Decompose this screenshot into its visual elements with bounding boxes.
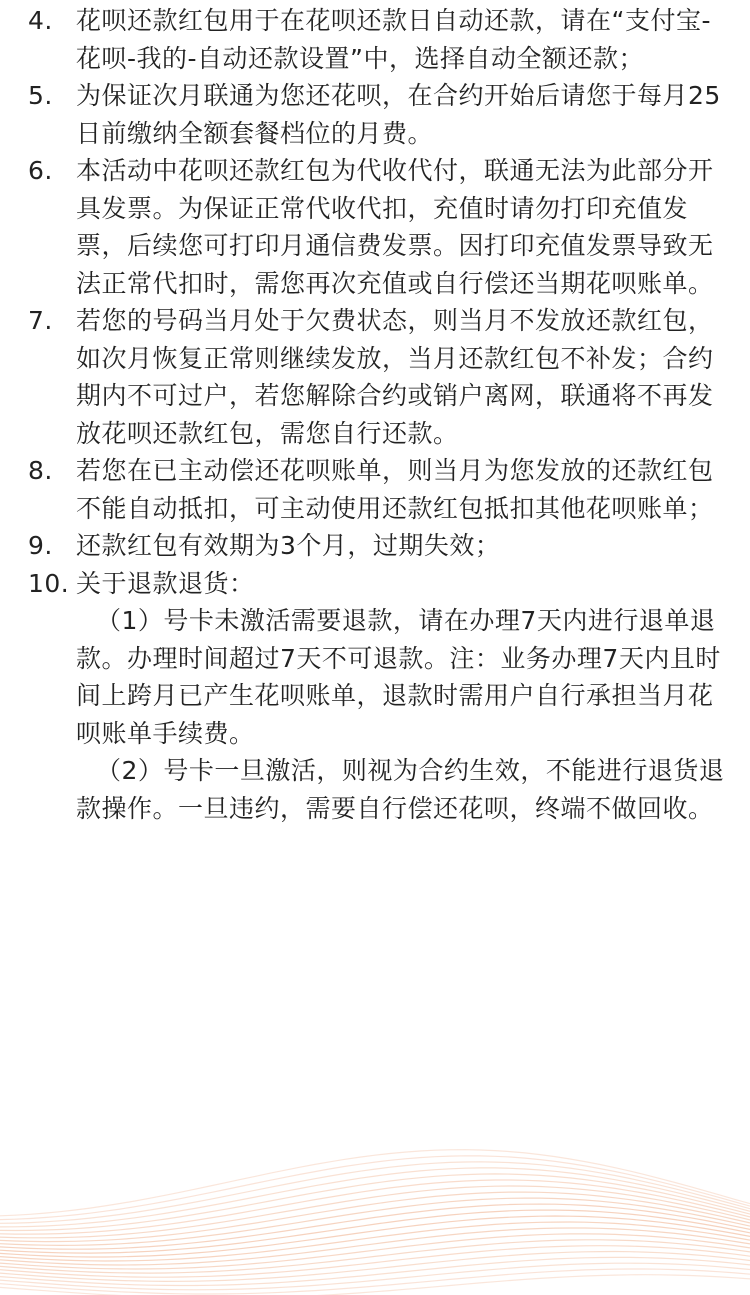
item-number: 8. xyxy=(28,456,53,485)
list-item xyxy=(28,77,728,152)
item-number: 6. xyxy=(28,156,53,185)
list-item xyxy=(28,152,728,302)
item-text: 若您的号码当月处于欠费状态，则当月不发放还款红包，如次月恢复正常则继续发放，当月还款红包不补发；合约期内不可过户，若您解除合约或销户离网，联通将不再发放花呗还款红包，需您自行还款。 xyxy=(76,306,714,448)
terms-list xyxy=(28,2,728,827)
item-number: 7. xyxy=(28,306,53,335)
list-item xyxy=(28,302,728,452)
item-number: 4. xyxy=(28,6,53,35)
item-text: 还款红包有效期为3个月，过期失效； xyxy=(76,531,501,560)
refund-sub-item: （2）号卡一旦激活，则视为合约生效，不能进行退货退款操作。一旦违约，需要自行偿还花呗，终端不做回收。 xyxy=(76,756,725,823)
item-number: 9. xyxy=(28,531,53,560)
list-item xyxy=(28,452,728,527)
list-item xyxy=(28,565,728,603)
wave-line xyxy=(0,1222,750,1261)
wave-line xyxy=(0,1216,750,1257)
decorative-wave xyxy=(0,1105,750,1295)
list-item xyxy=(28,527,728,565)
refund-sub-item: （1）号卡未激活需要退款，请在办理7天内进行退单退款。办理时间超过7天不可退款。注：业务办理7天内且时间上跨月已产生花呗账单，退款时需用户自行承担当月花呗账单手续费。 xyxy=(76,606,721,748)
wave-line xyxy=(0,1174,750,1231)
item-number: 10. xyxy=(28,568,70,598)
item-text: 为保证次月联通为您还花呗，在合约开始后请您于每月25日前缴纳全额套餐档位的月费。 xyxy=(76,81,721,148)
item-text: 花呗还款红包用于在花呗还款日自动还款，请在“支付宝-花呗-我的-自动还款设置”中，选择自动全额还款； xyxy=(76,6,711,73)
item-text: 关于退款退货： xyxy=(76,568,255,598)
wave-line xyxy=(0,1257,750,1285)
item-text: 若您在已主动偿还花呗账单，则当月为您发放的还款红包不能自动抵扣，可主动使用还款红包抵扣其他花呗账单； xyxy=(76,456,714,523)
item-text: 本活动中花呗还款红包为代收代付，联通无法为此部分开具发票。为保证正常代收代扣，充值时请勿打印充值发票，后续您可打印月通信费发票。因打印充值发票导致无法正常代扣时，需您再次充值或自行偿还当期花呗账单。 xyxy=(76,156,714,298)
item-number: 5. xyxy=(28,81,53,110)
list-item xyxy=(28,2,728,77)
